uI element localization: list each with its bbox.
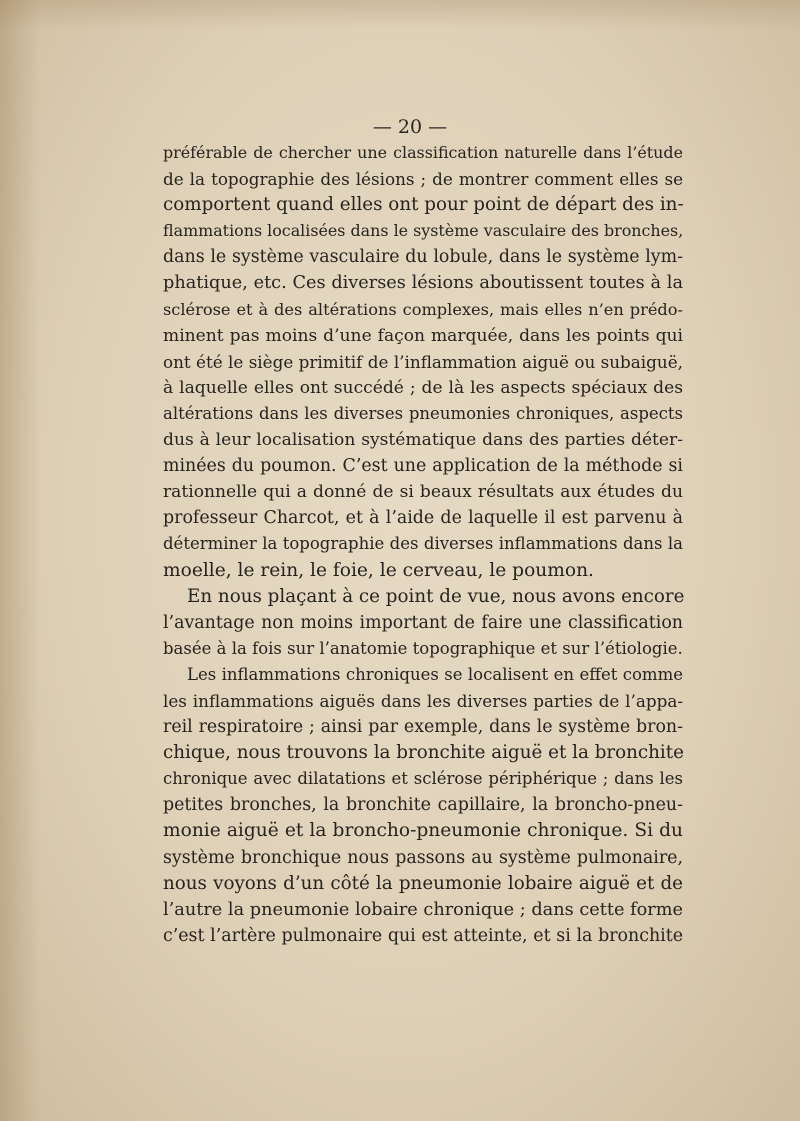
text-line: phatique, etc. Ces diverses lésions aboutissent toutes à la [163,273,683,294]
text-line: moelle, le rein, le foie, le cerveau, le poumon. [163,559,594,581]
text-line: nous voyons d’un côté la pneumonie lobaire aiguë et de [163,872,683,894]
text-line: professeur Charcot, et à l’aide de laquelle il est parvenu à [163,508,683,529]
text-line: dans le système vasculaire du lobule, dans le système lym- [163,247,683,268]
text-line: altérations dans les diverses pneumonies chroniques, aspects [163,403,683,423]
text-line: En nous plaçant à ce point de vue, nous avons encore [187,585,685,607]
text-line: petites bronches, la bronchite capillaire, la broncho-pneu- [163,795,683,816]
body-text [163,140,683,949]
text-line: à laquelle elles ont succédé ; de là les aspects spéciaux des [163,377,683,398]
text-line: comportent quand elles ont pour point de départ des in- [163,194,684,216]
text-line: monie aiguë et la broncho-pneumonie chronique. Si du [163,820,683,842]
text-line: minent pas moins d’une façon marquée, dans les points qui [163,325,683,346]
text-line: flammations localisées dans le système vasculaire des bronches, [163,221,684,241]
text-line: Les inflammations chroniques se localisent en effet comme [187,664,683,684]
text-line: de la topographie des lésions ; de montrer comment elles se [163,169,683,190]
text-line: ont été le siège primitif de l’inflammation aiguë ou subaiguë, [163,351,683,372]
page-shadow-top [0,0,800,30]
text-line: minées du poumon. C’est une application de la méthode si [163,456,683,477]
text-line: rationnelle qui a donné de si beaux résultats aux études du [163,482,683,503]
text-line: les inflammations aiguës dans les diverses parties de l’appa- [163,690,683,711]
page-shadow-left [0,0,40,1121]
text-line: préférable de chercher une classification naturelle dans l’étude [163,143,683,162]
text-line: basée à la fois sur l’anatomie topographique et sur l’étiologie. [163,638,683,658]
text-line: l’autre la pneumonie lobaire chronique ; dans cette forme [163,899,683,920]
text-line: chique, nous trouvons la bronchite aiguë et la bronchite [163,742,684,764]
page-number: — 20 — [372,116,448,138]
text-line: reil respiratoire ; ainsi par exemple, dans le système bron- [163,717,683,738]
text-line: système bronchique nous passons au système pulmonaire, [163,847,683,868]
text-line: l’avantage non moins important de faire une classification [163,612,683,633]
text-line: chronique avec dilatations et sclérose périphérique ; dans les [163,769,683,789]
text-line: sclérose et à des altérations complexes, mais elles n’en prédo- [163,299,683,319]
text-line: déterminer la topographie des diverses inflammations dans la [163,534,683,554]
text-line: dus à leur localisation systématique dans des parties déter- [163,430,683,451]
text-line: c’est l’artère pulmonaire qui est atteinte, et si la bronchite [163,925,683,946]
